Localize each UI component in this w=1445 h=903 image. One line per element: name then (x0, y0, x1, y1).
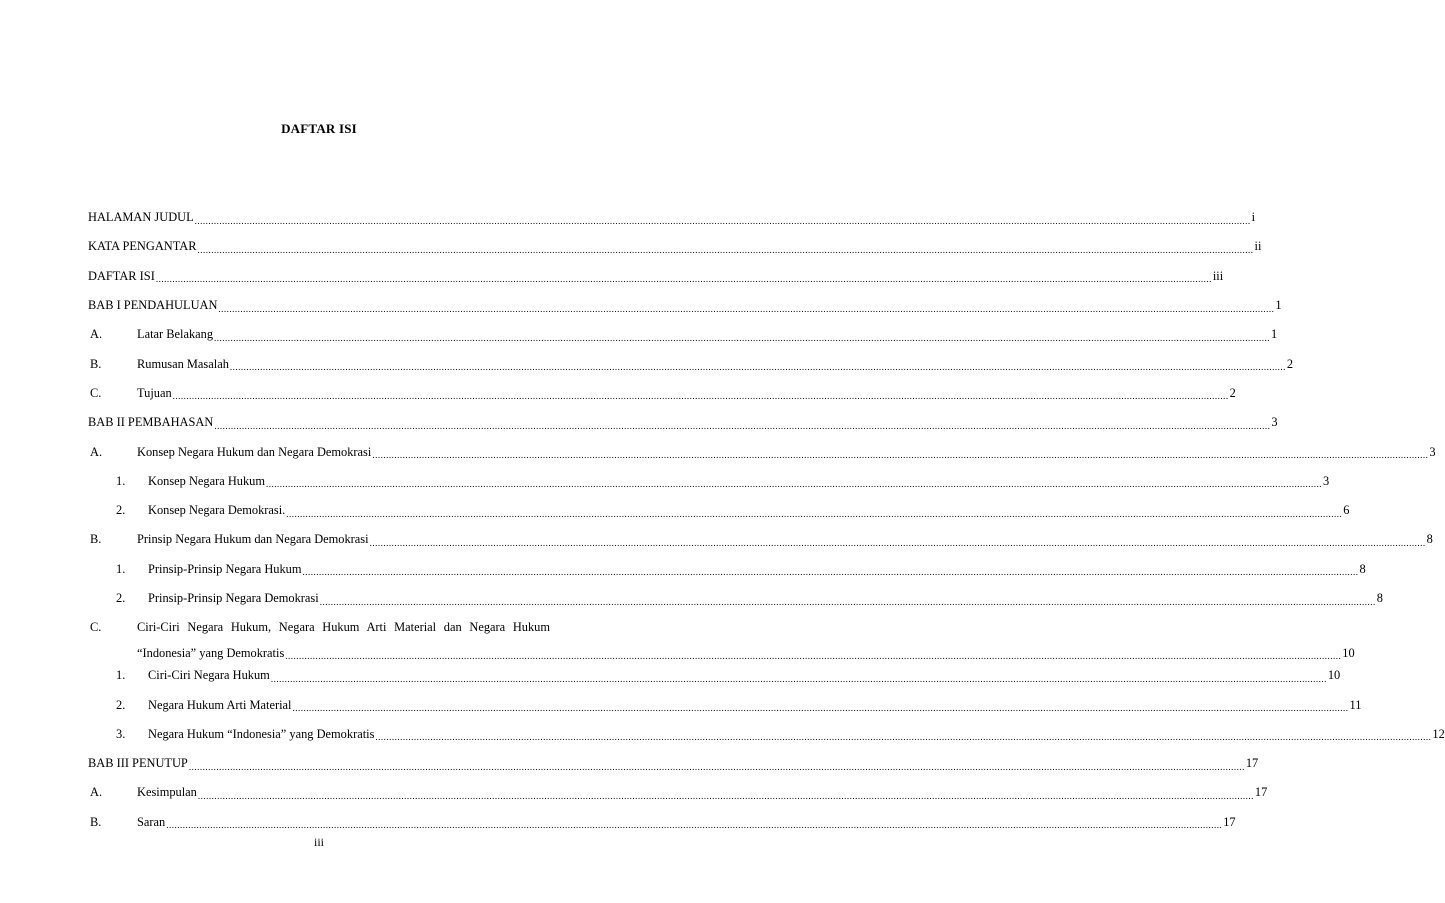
toc-entry-label-line1 (137, 620, 1355, 635)
toc-entry-ciri-ciri-negara-hukum[interactable] (88, 661, 1341, 690)
toc-entry-page: 1 (1271, 327, 1278, 342)
toc-entry-prinsip-negara-hukum[interactable] (88, 555, 1366, 584)
dot-leader (266, 476, 1322, 490)
toc-entry-label: Tujuan (137, 385, 172, 400)
toc-entry-number: B. (90, 532, 102, 547)
toc-entry-label: Konsep Negara Hukum dan Negara Demokrasi (137, 444, 372, 459)
toc-entry-konsep-negara-demokrasi[interactable] (88, 496, 1350, 525)
toc-entry-page: i (1251, 210, 1256, 225)
toc-entry-bab-ii[interactable] (88, 408, 1278, 437)
toc-entry-konsep-negara-hukum[interactable] (88, 467, 1330, 496)
toc-entry-label: Rumusan Masalah (137, 356, 229, 371)
toc-entry-page: 1 (1275, 298, 1282, 313)
dot-leader (271, 671, 1327, 685)
toc-entry-number: 2. (116, 503, 126, 518)
toc-entry-latar-belakang[interactable] (88, 320, 1278, 349)
dot-leader (214, 330, 1270, 344)
page-number: iii (313, 835, 324, 849)
toc-entry-prinsip-negara[interactable] (88, 525, 1433, 554)
dot-leader (156, 271, 1212, 285)
toc-entry-page: 3 (1429, 444, 1436, 459)
dot-leader (195, 213, 1251, 227)
toc-entry-number: 2. (116, 591, 126, 605)
dot-leader (198, 242, 1254, 256)
toc-entry-label: Negara Hukum “Indonesia” yang Demokratis (148, 726, 375, 741)
dot-leader (286, 506, 1342, 520)
toc-entry-page: 3 (1271, 415, 1278, 430)
toc-entry-label: DAFTAR ISI (88, 268, 155, 283)
toc-entry-kesimpulan[interactable] (88, 778, 1268, 807)
toc-entry-negara-hukum-arti-material[interactable] (88, 690, 1362, 719)
dot-leader (320, 594, 1376, 608)
toc-entry-label: Saran (137, 814, 166, 829)
toc-entry-number: 1. (116, 473, 126, 488)
toc-entry-page: 8 (1426, 532, 1433, 547)
toc-entry-number: 1. (116, 561, 126, 576)
toc-entry-label: Konsep Negara Hukum (148, 473, 265, 488)
dot-leader (370, 535, 1426, 549)
toc-entry-label: Konsep Negara Demokrasi. (148, 503, 286, 518)
dot-leader (173, 388, 1229, 402)
toc-entry-halaman-judul[interactable] (88, 203, 1256, 232)
toc-entry-label: Latar Belakang (137, 327, 214, 342)
toc-entry-page: 2 (1286, 356, 1294, 371)
toc-entry-page: 17 (1245, 756, 1259, 771)
toc-entry-number: 3. (116, 726, 126, 741)
toc-entry-number: A. (90, 327, 103, 342)
toc-entry-label: KATA PENGANTAR (88, 239, 197, 254)
toc-entry-page: 6 (1343, 503, 1350, 518)
toc-entry-label-line2 (137, 646, 1355, 661)
toc-entry-label: BAB III PENUTUP (88, 756, 188, 771)
toc-entry-page: 11 (1349, 697, 1362, 712)
toc-entry-page: 17 (1254, 785, 1268, 800)
toc-entry-label: Negara Hukum Arti Material (148, 697, 292, 712)
toc-entry-label: Ciri-Ciri Negara Hukum (148, 668, 270, 683)
toc-entry-label: BAB I PENDAHULUAN (88, 298, 218, 313)
dot-leader (292, 700, 1348, 714)
toc-entry-page: 2 (1229, 385, 1236, 400)
toc-entry-page: 8 (1376, 591, 1383, 605)
page-title: DAFTAR ISI (281, 121, 357, 136)
toc-entry-label: “Indonesia” yang Demokratis (137, 646, 285, 661)
toc-entry-bab-i[interactable] (88, 291, 1282, 320)
toc-entry-page: 8 (1359, 561, 1366, 576)
dot-leader (189, 759, 1245, 773)
toc-entry-page: 10 (1327, 668, 1341, 683)
toc-entry-label: Prinsip Negara Hukum dan Negara Demokrasi (137, 532, 369, 547)
toc-entry-number: A. (90, 444, 103, 459)
dot-leader (218, 301, 1274, 315)
toc-entry-label: Ciri-Ciri Negara Hukum, Negara Hukum Arti Material dan Negara Hukum (137, 620, 551, 635)
toc-entry-tujuan[interactable] (88, 379, 1236, 408)
toc-entry-page: 10 (1342, 646, 1355, 661)
toc-entry-number: B. (90, 814, 102, 829)
toc-entry-page: 17 (1223, 814, 1236, 829)
toc-entry-bab-iii[interactable] (88, 749, 1259, 778)
toc-entry-page: 12 (1432, 726, 1445, 741)
toc-entry-prinsip-negara-demokrasi[interactable] (88, 584, 1383, 613)
dot-leader (214, 418, 1270, 432)
toc-entry-number: C. (90, 620, 102, 635)
toc-entry-number: A. (90, 785, 103, 800)
toc-entry-page: ii (1254, 239, 1262, 254)
toc-entry-number: B. (90, 356, 102, 371)
dot-leader (372, 447, 1428, 461)
toc-entry-kata-pengantar[interactable] (88, 232, 1262, 261)
toc-entry-number: 2. (116, 697, 126, 712)
dot-leader (230, 359, 1286, 373)
dot-leader (166, 817, 1222, 831)
toc-entry-label: HALAMAN JUDUL (88, 210, 194, 225)
toc-entry-daftar-isi[interactable] (88, 262, 1224, 291)
toc-entry-label: Prinsip-Prinsip Negara Hukum (148, 561, 302, 576)
toc-entry-label: Kesimpulan (137, 785, 197, 800)
toc-entry-number: 1. (116, 668, 126, 683)
toc-entry-saran[interactable] (88, 808, 1236, 837)
toc-entry-multiline (137, 620, 1355, 661)
dot-leader (303, 564, 1359, 578)
dot-leader (285, 648, 1341, 662)
toc-entry-page: 3 (1323, 473, 1330, 488)
toc-entry-number: C. (90, 385, 102, 400)
toc-entry-negara-hukum-indonesia[interactable] (88, 720, 1445, 749)
toc-entry-ciri-ciri-negara[interactable] (88, 613, 1355, 661)
toc-entry-label: BAB II PEMBAHASAN (88, 415, 214, 430)
toc-entry-rumusan-masalah[interactable] (88, 349, 1294, 378)
dot-leader (375, 729, 1431, 743)
dot-leader (198, 788, 1254, 802)
toc-entry-label: Prinsip-Prinsip Negara Demokrasi (148, 591, 319, 605)
toc-entry-konsep-negara[interactable] (88, 437, 1436, 466)
table-of-contents (88, 203, 1445, 837)
toc-entry-page: iii (1212, 268, 1224, 283)
